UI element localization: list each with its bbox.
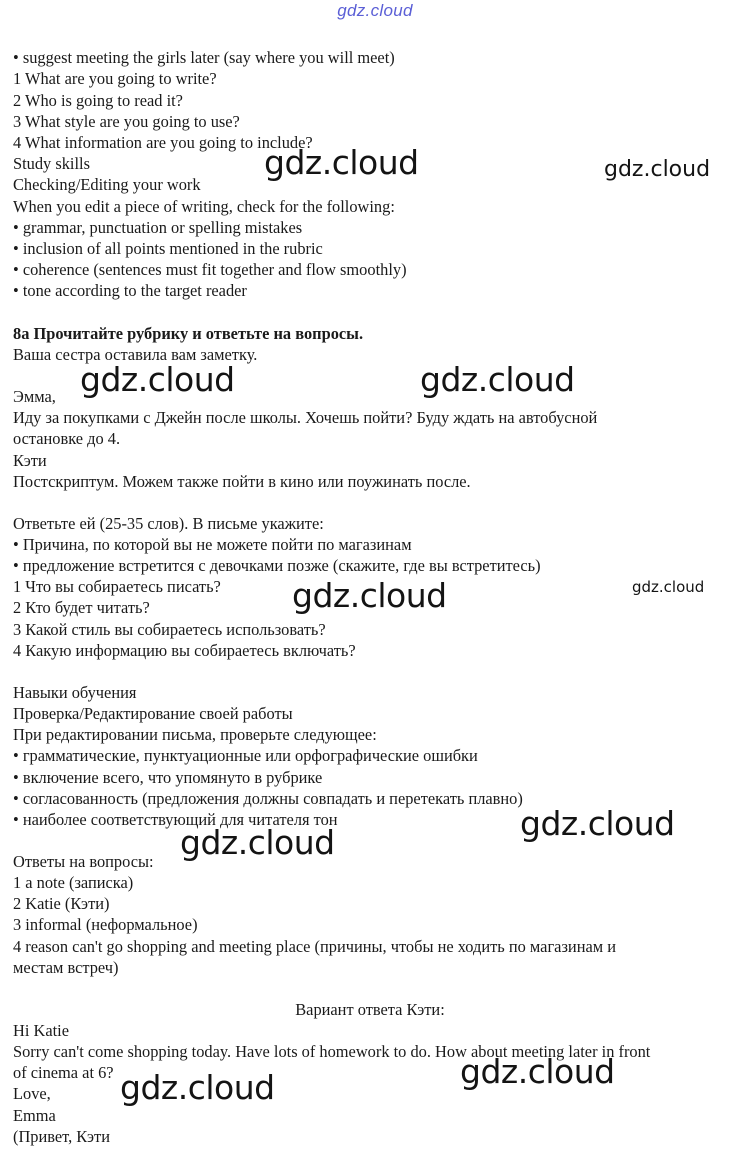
text-line: (Привет, Кэти bbox=[13, 1127, 110, 1146]
text-line: 1 Что вы собираетесь писать? bbox=[13, 577, 221, 596]
text-line: Кэти bbox=[13, 451, 47, 470]
text-line: • grammar, punctuation or spelling mistakes bbox=[13, 218, 303, 237]
text-line: Love, bbox=[13, 1084, 51, 1103]
text-line: • грамматические, пунктуационные или орфографические ошибки bbox=[13, 746, 478, 765]
text-line: • наиболее соответствующий для читателя тон bbox=[13, 810, 338, 829]
text-line: Иду за покупками с Джейн после школы. Хочешь пойти? Буду ждать на автобусной bbox=[13, 408, 598, 427]
text-line: местам встреч) bbox=[13, 958, 119, 977]
text-line: 2 Кто будет читать? bbox=[13, 598, 150, 617]
text-line: 3 informal (неформальное) bbox=[13, 915, 198, 934]
text-line: • inclusion of all points mentioned in the rubric bbox=[13, 239, 323, 258]
text-line: Sorry can't come shopping today. Have lots of homework to do. How about meeting later in front bbox=[13, 1042, 651, 1061]
text-line: 4 reason can't go shopping and meeting place (причины, чтобы не ходить по магазинам и bbox=[13, 937, 616, 956]
text-line: Эмма, bbox=[13, 387, 56, 406]
text-line: • Причина, по которой вы не можете пойти по магазинам bbox=[13, 535, 412, 554]
text-line: 2 Who is going to read it? bbox=[13, 91, 183, 110]
text-line: 4 Какую информацию вы собираетесь включать? bbox=[13, 641, 356, 660]
text-line: Проверка/Редактирование своей работы bbox=[13, 704, 293, 723]
answer-heading: Вариант ответа Кэти: bbox=[295, 1000, 445, 1019]
text-line: 4 What information are you going to include? bbox=[13, 133, 313, 152]
text-line: • согласованность (предложения должны совпадать и перетекать плавно) bbox=[13, 789, 523, 808]
text-line: Ответьте ей (25-35 слов). В письме укажите: bbox=[13, 514, 324, 533]
text-line: 3 Какой стиль вы собираетесь использовать? bbox=[13, 620, 326, 639]
text-line: Навыки обучения bbox=[13, 683, 137, 702]
watermark: gdz.cloud bbox=[264, 143, 419, 182]
text-line: • tone according to the target reader bbox=[13, 281, 247, 300]
text-line: • suggest meeting the girls later (say where you will meet) bbox=[13, 48, 395, 67]
watermark: gdz.cloud bbox=[520, 804, 675, 843]
text-line: Checking/Editing your work bbox=[13, 175, 201, 194]
text-line: Emma bbox=[13, 1106, 56, 1125]
text-line: остановке до 4. bbox=[13, 429, 121, 448]
text-line: Ответы на вопросы: bbox=[13, 852, 154, 871]
watermark: gdz.cloud bbox=[180, 823, 335, 862]
text-line: 1 What are you going to write? bbox=[13, 69, 217, 88]
text-line: Hi Katie bbox=[13, 1021, 69, 1040]
watermark: gdz.cloud bbox=[292, 576, 447, 615]
watermark: gdz.cloud bbox=[80, 360, 235, 399]
text-line: When you edit a piece of writing, check for the following: bbox=[13, 197, 395, 216]
text-line: Ваша сестра оставила вам заметку. bbox=[13, 345, 258, 364]
text-line: 2 Katie (Кэти) bbox=[13, 894, 110, 913]
text-line: Study skills bbox=[13, 154, 90, 173]
text-line: • включение всего, что упомянуто в рубрике bbox=[13, 768, 323, 787]
watermark: gdz.cloud bbox=[604, 157, 711, 182]
text-line: • coherence (sentences must fit together and flow smoothly) bbox=[13, 260, 407, 279]
watermark: gdz.cloud bbox=[120, 1068, 275, 1107]
text-line: 1 a note (записка) bbox=[13, 873, 134, 892]
watermark: gdz.cloud bbox=[632, 578, 705, 596]
text-line: Постскриптум. Можем также пойти в кино или поужинать после. bbox=[13, 472, 471, 491]
exercise-heading: 8a Прочитайте рубрику и ответьте на вопросы. bbox=[13, 324, 364, 343]
text-line: При редактировании письма, проверьте следующее: bbox=[13, 725, 377, 744]
text-line: of cinema at 6? bbox=[13, 1063, 114, 1082]
header-watermark: gdz.cloud bbox=[337, 1, 413, 20]
text-line: 3 What style are you going to use? bbox=[13, 112, 240, 131]
watermark: gdz.cloud bbox=[460, 1052, 615, 1091]
watermark: gdz.cloud bbox=[420, 360, 575, 399]
text-line: • предложение встретится с девочками позже (скажите, где вы встретитесь) bbox=[13, 556, 541, 575]
